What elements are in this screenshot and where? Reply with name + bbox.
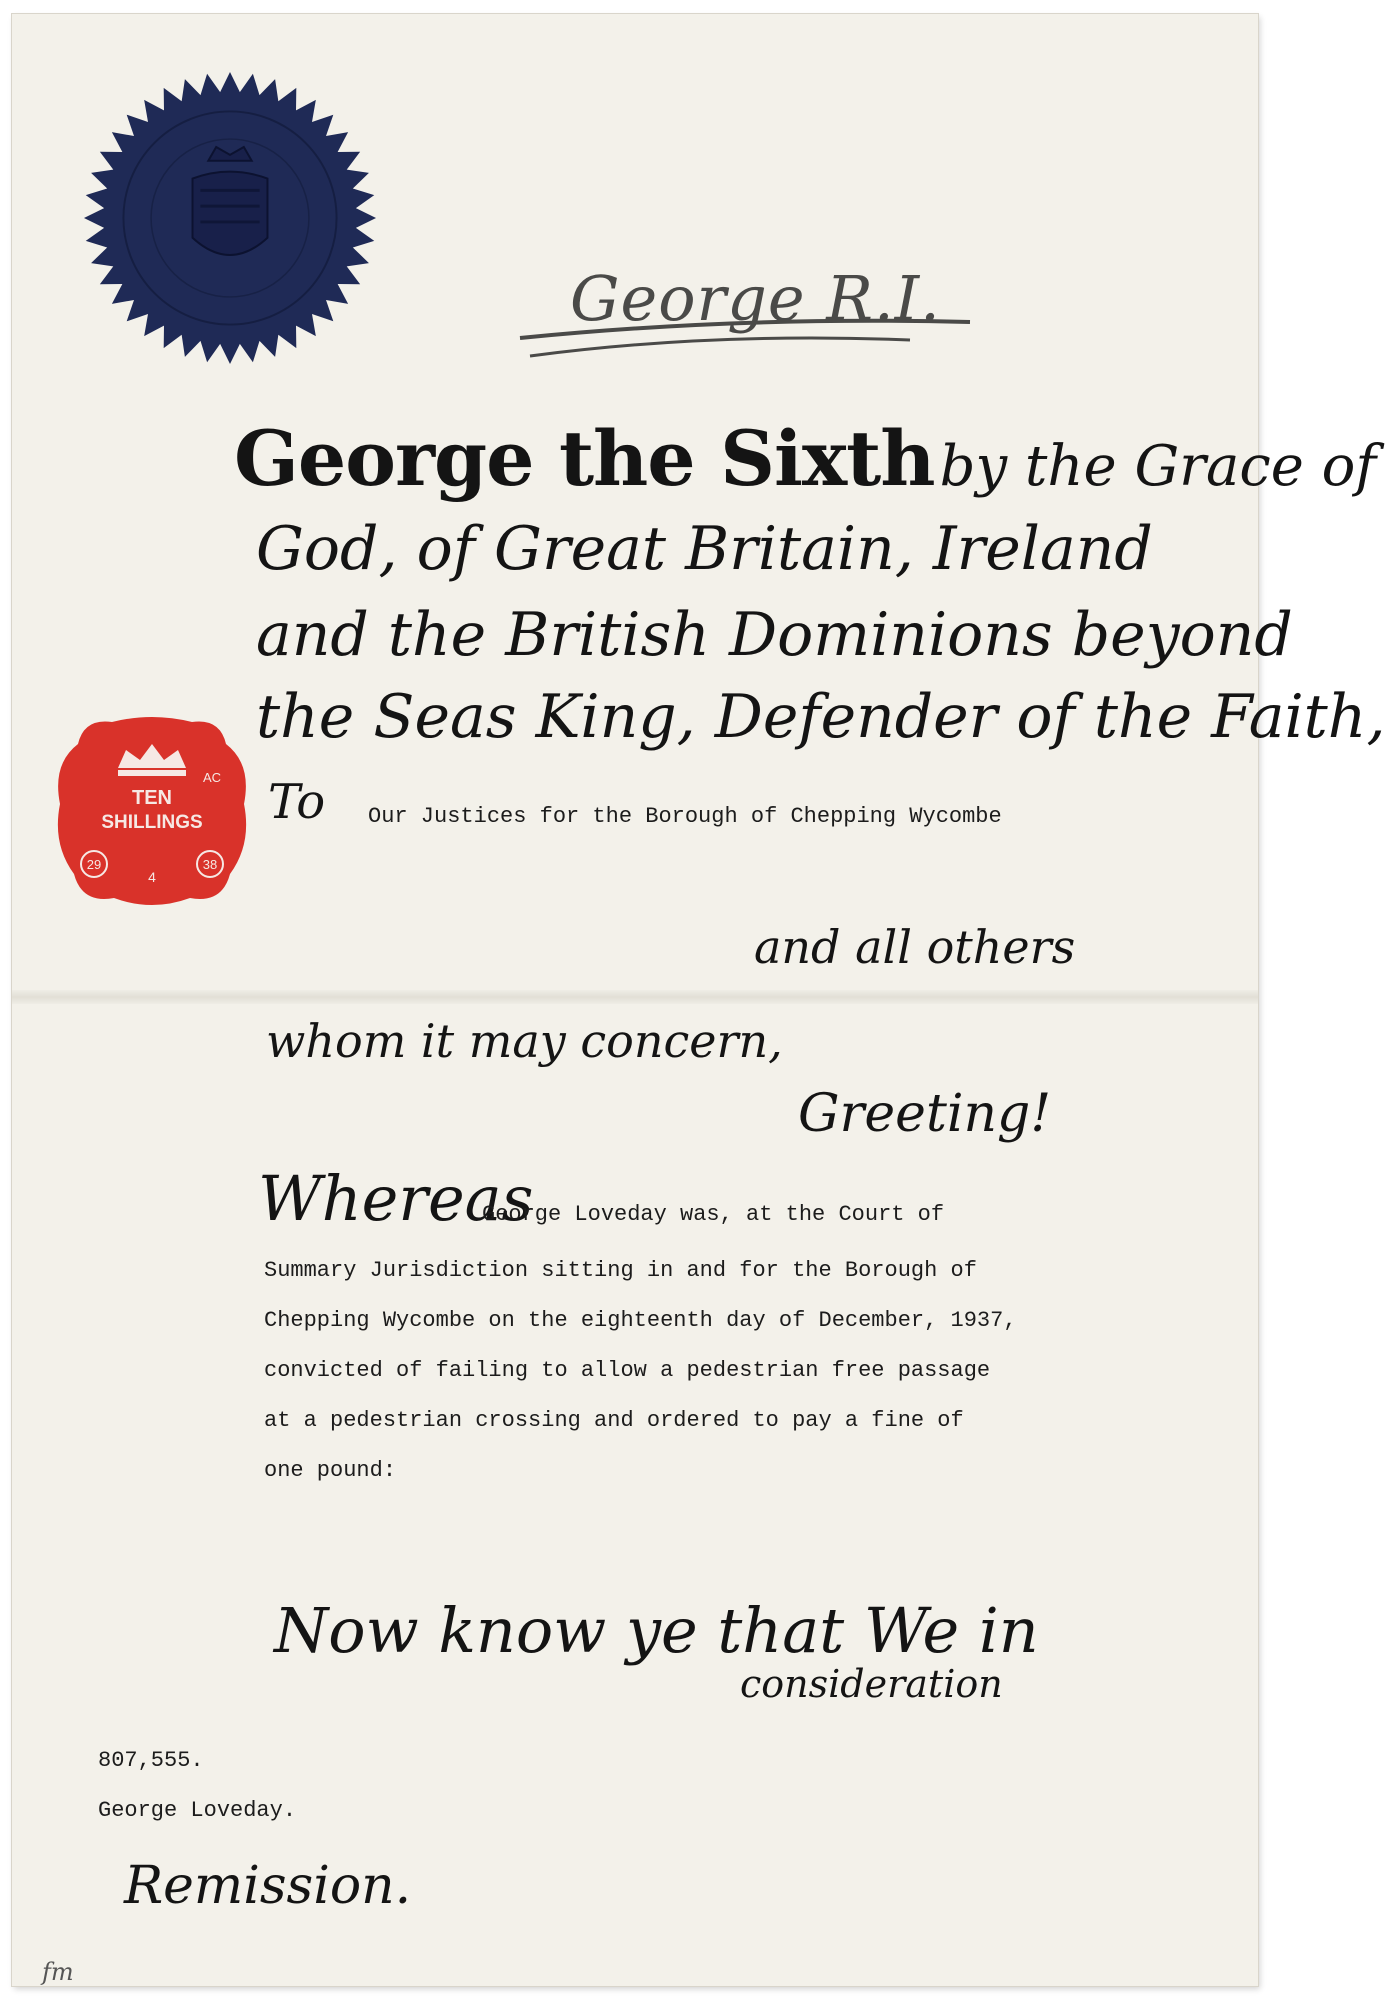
whom-it-may-concern: whom it may concern, bbox=[266, 1014, 783, 1068]
to-word: To bbox=[268, 774, 326, 830]
royal-signature bbox=[490, 252, 1010, 392]
heading-line-3: and the British Dominions beyond bbox=[256, 600, 1293, 670]
reference-number: 807,555. bbox=[98, 1748, 204, 1773]
recipient-line: Our Justices for the Borough of Chepping Wycombe bbox=[368, 804, 1002, 829]
heading-line-2: God, of Great Britain, Ireland bbox=[256, 514, 1153, 584]
recital-line: at a pedestrian crossing and ordered to pay a fine of bbox=[264, 1408, 964, 1433]
stamp-line1: TEN bbox=[132, 787, 172, 809]
heading-title: George the Sixth bbox=[234, 414, 935, 503]
whereas-word: Whereas bbox=[258, 1162, 534, 1235]
and-all-others: and all others bbox=[754, 920, 1076, 974]
heading-line-1 bbox=[234, 414, 1376, 503]
stamp-year: 38 bbox=[202, 857, 218, 872]
fold-crease bbox=[12, 990, 1258, 1004]
recital-first-line: George Loveday was, at the Court of bbox=[482, 1202, 945, 1227]
stamp-day: 29 bbox=[86, 857, 102, 872]
recital-line: one pound: bbox=[264, 1458, 397, 1483]
clerk-initials: fm bbox=[42, 1958, 74, 1986]
heading-grace: by the Grace of bbox=[939, 434, 1377, 499]
signature-text: George R.I. bbox=[570, 262, 941, 335]
royal-seal-icon bbox=[82, 70, 378, 366]
recital-line: Chepping Wycombe on the eighteenth day of December, 1937, bbox=[264, 1308, 1017, 1333]
heading-line-4: the Seas King, Defender of the Faith, bbox=[256, 682, 1386, 752]
closing-line-2: consideration bbox=[740, 1662, 1003, 1706]
closing-line-1: Now know ye that We in bbox=[274, 1594, 1039, 1667]
remission-label: Remission. bbox=[124, 1856, 412, 1916]
footer-name: George Loveday. bbox=[98, 1798, 297, 1823]
stamp-initials: AC bbox=[202, 770, 222, 785]
recital-line: convicted of failing to allow a pedestrian free passage bbox=[264, 1358, 991, 1383]
stamp-month: 4 bbox=[148, 869, 156, 885]
stamp-line2: SHILLINGS bbox=[101, 812, 203, 833]
recital-line: Summary Jurisdiction sitting in and for the Borough of bbox=[264, 1258, 977, 1283]
ten-shillings-stamp-icon bbox=[52, 714, 252, 909]
greeting: Greeting! bbox=[798, 1084, 1052, 1144]
document-page bbox=[12, 14, 1386, 1986]
